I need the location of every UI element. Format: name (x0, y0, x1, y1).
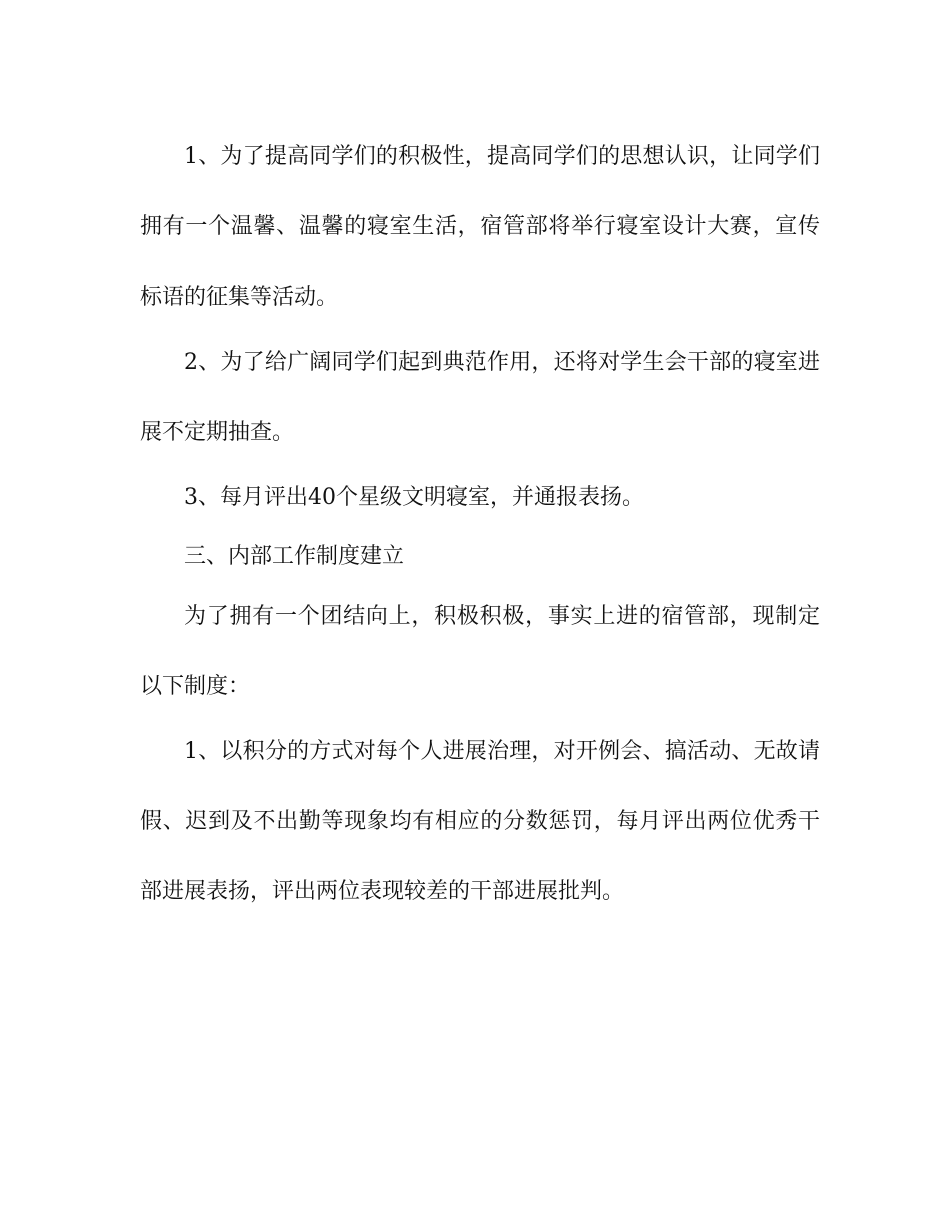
paragraph-line: 标语的征集等活动。 (140, 285, 339, 310)
paragraph-line: 1、为了提高同学们的积极性，提高同学们的思想认识，让同学们 (184, 144, 820, 169)
paragraph-line: 1、以积分的方式对每个人进展治理，对开例会、搞活动、无故请 (184, 739, 820, 764)
paragraph-line: 部进展表扬，评出两位表现较差的干部进展批判。 (140, 879, 625, 904)
paragraph-line: 以下制度： (140, 674, 251, 699)
paragraph-line: 2、为了给广阔同学们起到典范作用，还将对学生会干部的寝室进 (184, 350, 820, 375)
paragraph-line: 拥有一个温馨、温馨的寝室生活，宿管部将举行寝室设计大赛，宣传 (140, 214, 820, 239)
paragraph-line: 为了拥有一个团结向上，积极积极，事实上进的宿管部，现制定 (184, 604, 820, 629)
paragraph-line: 展不定期抽查。 (140, 420, 295, 445)
paragraph-line: 3、每月评出40个星级文明寝室，并通报表扬。 (184, 485, 644, 510)
paragraph-line: 假、迟到及不出勤等现象均有相应的分数惩罚，每月评出两位优秀干 (140, 809, 820, 834)
section-heading: 三、内部工作制度建立 (184, 544, 405, 569)
